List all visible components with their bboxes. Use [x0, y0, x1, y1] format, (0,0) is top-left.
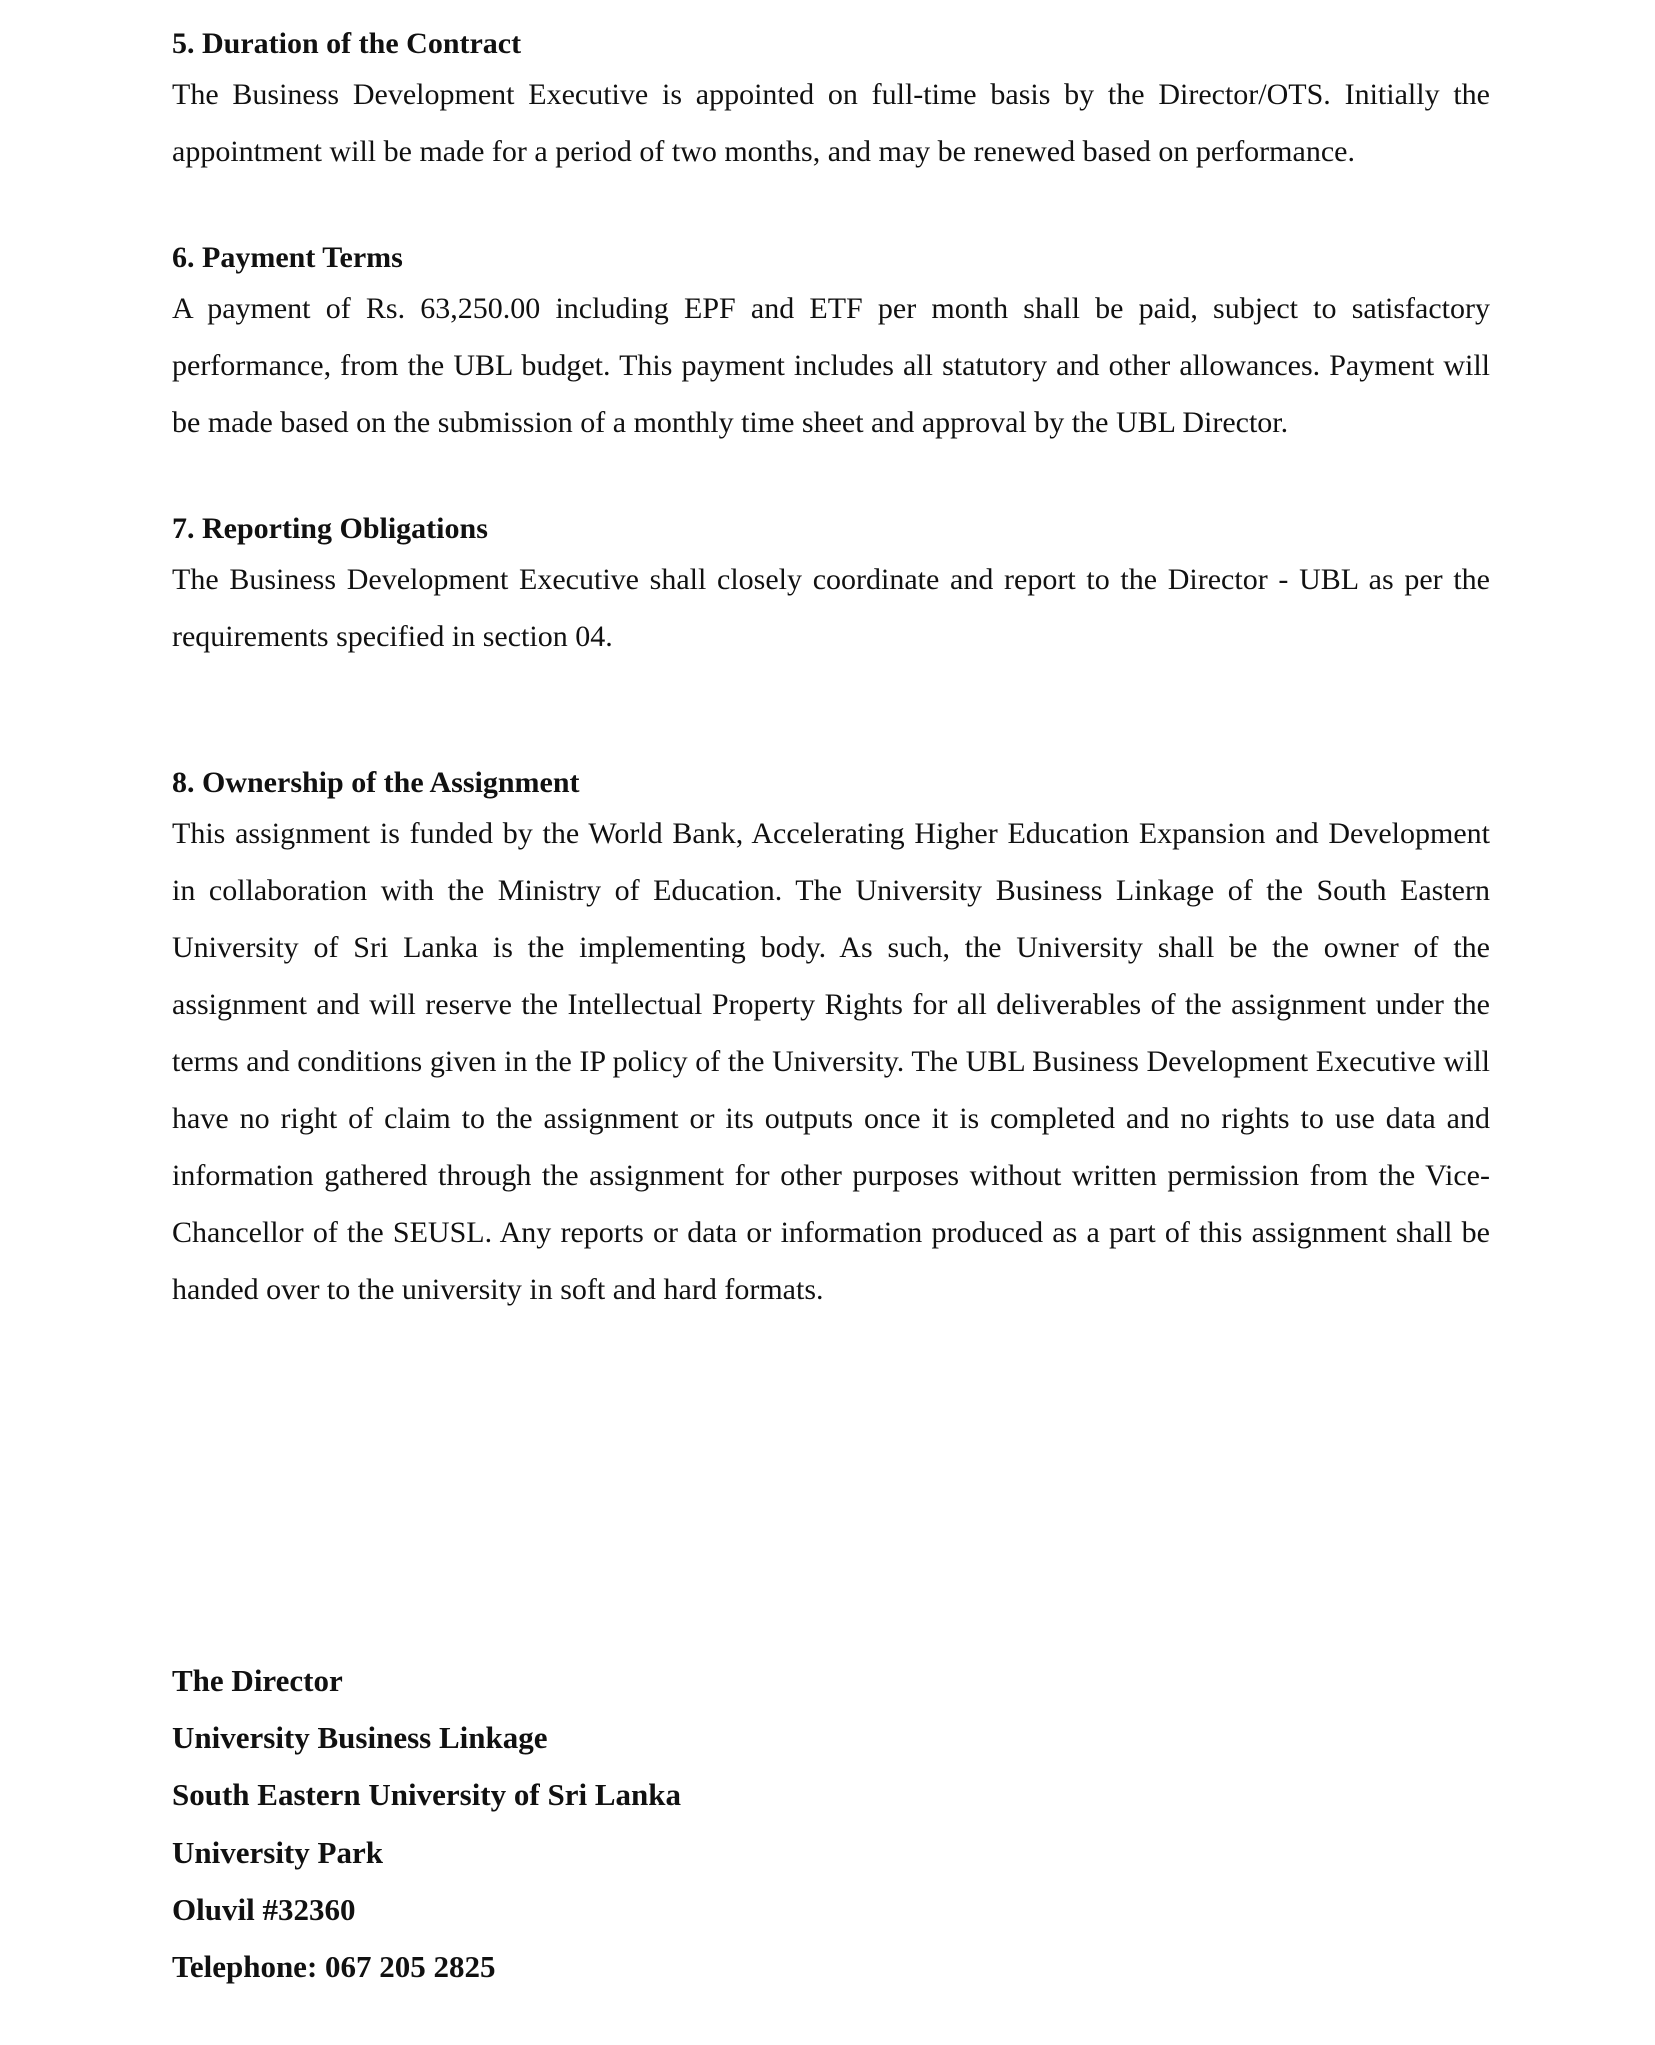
contact-address-block	[172, 1652, 681, 1995]
section-ownership-of-assignment	[172, 761, 1490, 1318]
section-paragraph: This assignment is funded by the World Bank, Accelerating Higher Education Expansion and Development in collaboration with the Ministry of Education. The University Business Linkage of the South Eastern University of Sri Lanka is the implementing body. As such, the University shall be the owner of the assignment and will reserve the Intellectual Property Rights for all deliverables of the assignment under the terms and conditions given in the IP policy of the University. The UBL Business Development Executive will have no right of claim to the assignment or its outputs once it is completed and no rights to use data and information gathered through the assignment for other purposes without written permission from the Vice-Chancellor of the SEUSL. Any reports or data or information produced as a part of this assignment shall be handed over to the university in soft and hard formats.	[172, 817, 1490, 1306]
address-institution: South Eastern University of Sri Lanka	[172, 1777, 681, 1813]
section-paragraph: The Business Development Executive shall closely coordinate and report to the Director - UBL as per the requirements specified in section 04.	[172, 563, 1490, 653]
address-city: Oluvil #32360	[172, 1891, 356, 1927]
section-heading: 6. Payment Terms	[172, 241, 403, 274]
section-duration-of-contract	[172, 22, 1490, 180]
address-park: University Park	[172, 1834, 383, 1870]
address-unit: University Business Linkage	[172, 1720, 548, 1756]
section-heading: 8. Ownership of the Assignment	[172, 766, 580, 799]
section-heading: 5. Duration of the Contract	[172, 27, 522, 60]
section-reporting-obligations	[172, 507, 1490, 665]
section-payment-terms	[172, 236, 1490, 451]
address-title: The Director	[172, 1663, 343, 1698]
section-heading: 7. Reporting Obligations	[172, 512, 488, 545]
document-body	[172, 22, 1490, 1374]
address-telephone: Telephone: 067 205 2825	[172, 1949, 496, 1985]
section-paragraph: A payment of Rs. 63,250.00 including EPF and ETF per month shall be paid, subject to satisfactory performance, from the UBL budget. This payment includes all statutory and other allowances. Payment will be made based on the submission of a monthly time sheet and approval by the UBL Director.	[172, 292, 1490, 439]
section-paragraph: The Business Development Executive is appointed on full-time basis by the Director/OTS. Initially the appointment will be made for a period of two months, and may be renewed based on performance.	[172, 78, 1490, 168]
